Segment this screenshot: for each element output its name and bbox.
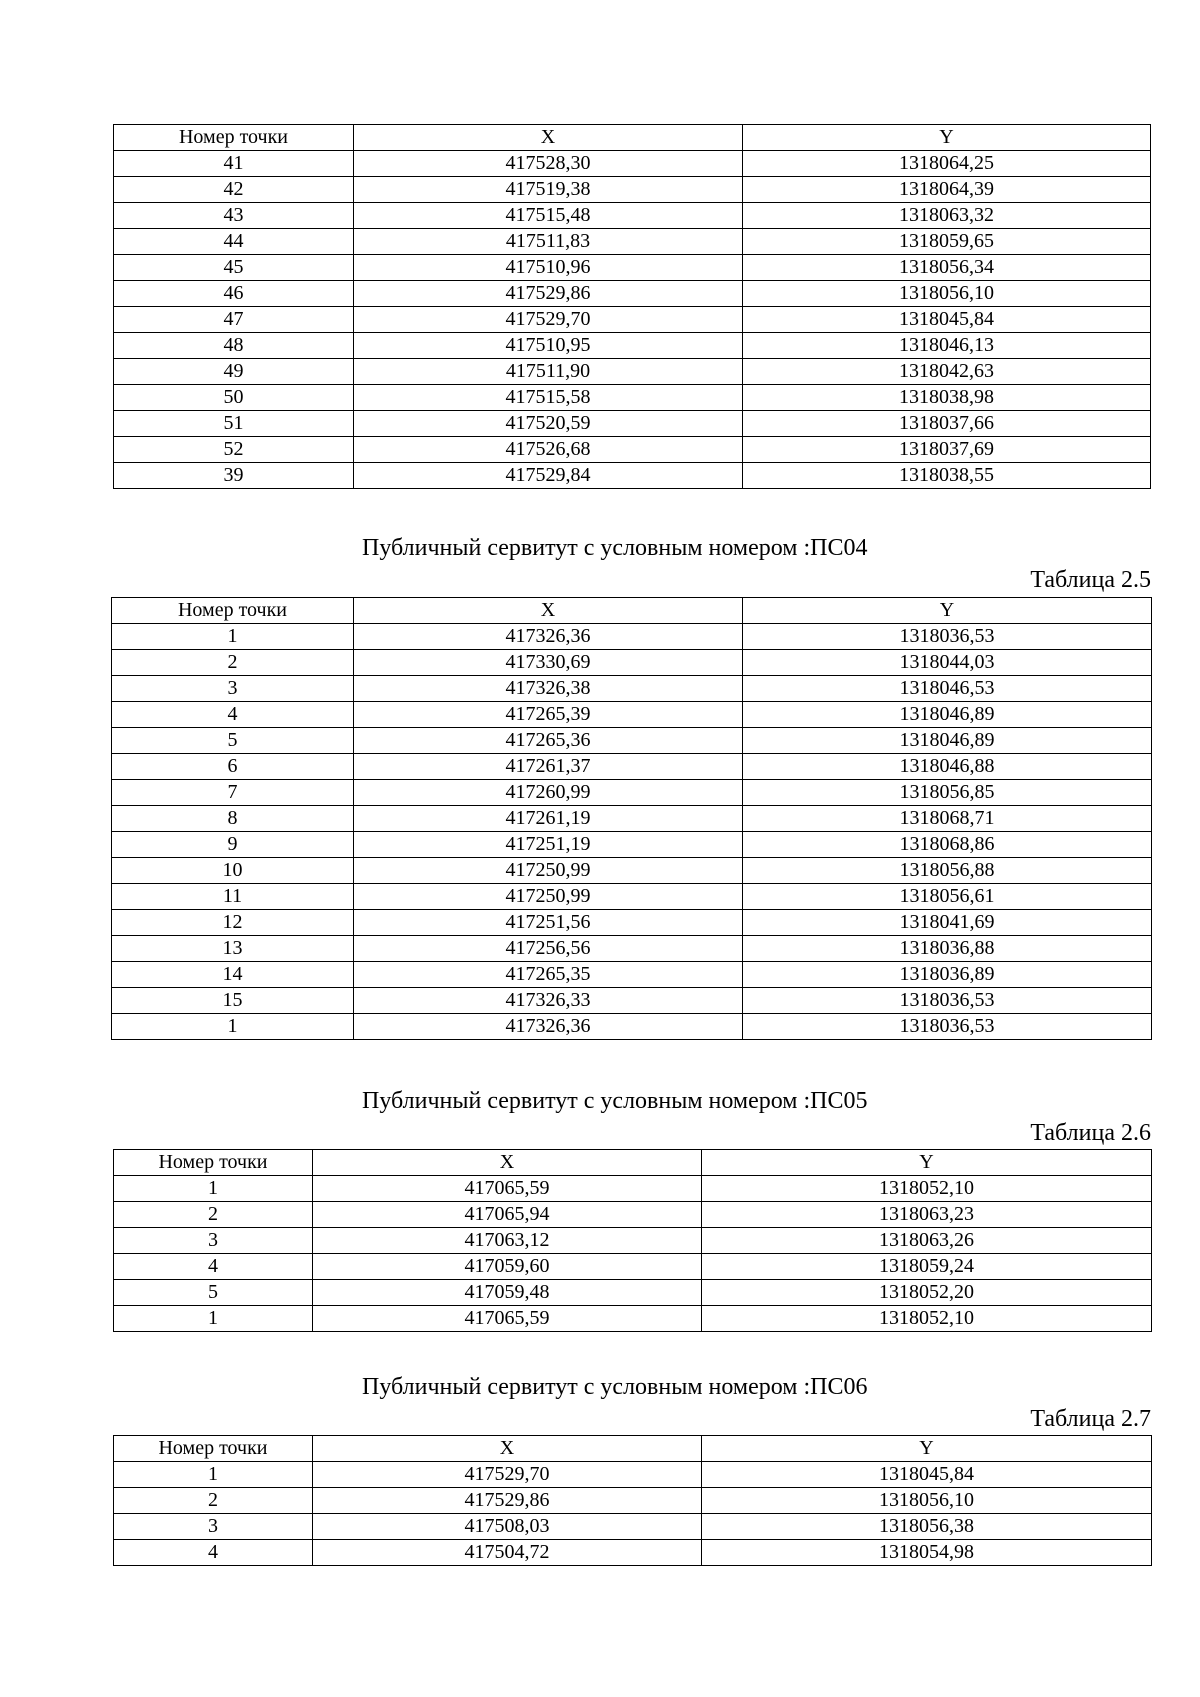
point-number-cell: 39 bbox=[114, 463, 354, 489]
y-coordinate-cell: 1318046,53 bbox=[743, 676, 1152, 702]
point-number-cell: 12 bbox=[112, 910, 354, 936]
column-header-point-number: Номер точки bbox=[114, 1150, 313, 1176]
x-coordinate-cell: 417511,83 bbox=[354, 229, 743, 255]
point-number-cell: 15 bbox=[112, 988, 354, 1014]
point-number-cell: 11 bbox=[112, 884, 354, 910]
column-header-x: X bbox=[313, 1150, 702, 1176]
x-coordinate-cell: 417260,99 bbox=[354, 780, 743, 806]
coordinates-table-continued bbox=[113, 124, 1151, 489]
table-row bbox=[114, 1280, 1152, 1306]
y-coordinate-cell: 1318063,32 bbox=[743, 203, 1151, 229]
x-coordinate-cell: 417261,37 bbox=[354, 754, 743, 780]
x-coordinate-cell: 417265,39 bbox=[354, 702, 743, 728]
column-header-x: X bbox=[354, 125, 743, 151]
y-coordinate-cell: 1318046,89 bbox=[743, 702, 1152, 728]
table-row bbox=[114, 1462, 1152, 1488]
point-number-cell: 4 bbox=[114, 1540, 313, 1566]
x-coordinate-cell: 417508,03 bbox=[313, 1514, 702, 1540]
x-coordinate-cell: 417519,38 bbox=[354, 177, 743, 203]
point-number-cell: 2 bbox=[112, 650, 354, 676]
y-coordinate-cell: 1318054,98 bbox=[702, 1540, 1152, 1566]
x-coordinate-cell: 417326,36 bbox=[354, 624, 743, 650]
column-header-point-number: Номер точки bbox=[114, 1436, 313, 1462]
table-row bbox=[114, 1306, 1152, 1332]
table-row bbox=[114, 437, 1151, 463]
point-number-cell: 1 bbox=[112, 1014, 354, 1040]
table-row bbox=[114, 333, 1151, 359]
table-row bbox=[112, 832, 1152, 858]
table-row bbox=[114, 1540, 1152, 1566]
x-coordinate-cell: 417529,84 bbox=[354, 463, 743, 489]
x-coordinate-cell: 417065,94 bbox=[313, 1202, 702, 1228]
x-coordinate-cell: 417256,56 bbox=[354, 936, 743, 962]
x-coordinate-cell: 417326,33 bbox=[354, 988, 743, 1014]
point-number-cell: 3 bbox=[112, 676, 354, 702]
point-number-cell: 5 bbox=[114, 1280, 313, 1306]
section-heading-pc05: Публичный сервитут с условным номером :ПС05 bbox=[362, 1088, 868, 1114]
x-coordinate-cell: 417265,35 bbox=[354, 962, 743, 988]
point-number-cell: 10 bbox=[112, 858, 354, 884]
table-row bbox=[112, 624, 1152, 650]
x-coordinate-cell: 417261,19 bbox=[354, 806, 743, 832]
x-coordinate-cell: 417326,38 bbox=[354, 676, 743, 702]
table-row bbox=[114, 255, 1151, 281]
point-number-cell: 1 bbox=[114, 1176, 313, 1202]
table-row bbox=[114, 1514, 1152, 1540]
x-coordinate-cell: 417515,48 bbox=[354, 203, 743, 229]
y-coordinate-cell: 1318052,10 bbox=[702, 1306, 1152, 1332]
column-header-x: X bbox=[313, 1436, 702, 1462]
x-coordinate-cell: 417526,68 bbox=[354, 437, 743, 463]
x-coordinate-cell: 417529,70 bbox=[354, 307, 743, 333]
y-coordinate-cell: 1318052,20 bbox=[702, 1280, 1152, 1306]
x-coordinate-cell: 417059,60 bbox=[313, 1254, 702, 1280]
y-coordinate-cell: 1318046,88 bbox=[743, 754, 1152, 780]
y-coordinate-cell: 1318037,66 bbox=[743, 411, 1151, 437]
point-number-cell: 8 bbox=[112, 806, 354, 832]
section-heading-pc06: Публичный сервитут с условным номером :ПС06 bbox=[362, 1374, 868, 1400]
point-number-cell: 1 bbox=[114, 1462, 313, 1488]
table-row bbox=[112, 754, 1152, 780]
column-header-point-number: Номер точки bbox=[114, 125, 354, 151]
y-coordinate-cell: 1318037,69 bbox=[743, 437, 1151, 463]
table-row bbox=[114, 1202, 1152, 1228]
x-coordinate-cell: 417326,36 bbox=[354, 1014, 743, 1040]
table-row bbox=[114, 1254, 1152, 1280]
table-row bbox=[114, 1228, 1152, 1254]
y-coordinate-cell: 1318068,71 bbox=[743, 806, 1152, 832]
y-coordinate-cell: 1318045,84 bbox=[743, 307, 1151, 333]
y-coordinate-cell: 1318036,53 bbox=[743, 624, 1152, 650]
table-row bbox=[112, 676, 1152, 702]
point-number-cell: 1 bbox=[112, 624, 354, 650]
x-coordinate-cell: 417515,58 bbox=[354, 385, 743, 411]
point-number-cell: 52 bbox=[114, 437, 354, 463]
point-number-cell: 5 bbox=[112, 728, 354, 754]
point-number-cell: 7 bbox=[112, 780, 354, 806]
coordinates-table-pc05 bbox=[113, 1149, 1152, 1332]
y-coordinate-cell: 1318052,10 bbox=[702, 1176, 1152, 1202]
column-header-y: Y bbox=[743, 598, 1152, 624]
table-row bbox=[112, 650, 1152, 676]
table-row bbox=[114, 1176, 1152, 1202]
y-coordinate-cell: 1318036,88 bbox=[743, 936, 1152, 962]
table-label-2-5: Таблица 2.5 bbox=[1030, 567, 1151, 593]
y-coordinate-cell: 1318056,61 bbox=[743, 884, 1152, 910]
x-coordinate-cell: 417250,99 bbox=[354, 884, 743, 910]
x-coordinate-cell: 417510,95 bbox=[354, 333, 743, 359]
table-row bbox=[114, 1488, 1152, 1514]
point-number-cell: 41 bbox=[114, 151, 354, 177]
point-number-cell: 47 bbox=[114, 307, 354, 333]
y-coordinate-cell: 1318056,34 bbox=[743, 255, 1151, 281]
x-coordinate-cell: 417330,69 bbox=[354, 650, 743, 676]
y-coordinate-cell: 1318056,38 bbox=[702, 1514, 1152, 1540]
y-coordinate-cell: 1318045,84 bbox=[702, 1462, 1152, 1488]
x-coordinate-cell: 417529,70 bbox=[313, 1462, 702, 1488]
y-coordinate-cell: 1318046,89 bbox=[743, 728, 1152, 754]
y-coordinate-cell: 1318059,65 bbox=[743, 229, 1151, 255]
y-coordinate-cell: 1318036,89 bbox=[743, 962, 1152, 988]
y-coordinate-cell: 1318063,26 bbox=[702, 1228, 1152, 1254]
table-row bbox=[112, 858, 1152, 884]
table-label-2-6: Таблица 2.6 bbox=[1030, 1120, 1151, 1146]
column-header-y: Y bbox=[702, 1150, 1152, 1176]
column-header-y: Y bbox=[743, 125, 1151, 151]
point-number-cell: 2 bbox=[114, 1202, 313, 1228]
y-coordinate-cell: 1318056,10 bbox=[743, 281, 1151, 307]
table-row bbox=[112, 988, 1152, 1014]
table-row bbox=[112, 806, 1152, 832]
point-number-cell: 2 bbox=[114, 1488, 313, 1514]
x-coordinate-cell: 417528,30 bbox=[354, 151, 743, 177]
point-number-cell: 43 bbox=[114, 203, 354, 229]
y-coordinate-cell: 1318063,23 bbox=[702, 1202, 1152, 1228]
column-header-y: Y bbox=[702, 1436, 1152, 1462]
table-header-row bbox=[114, 1150, 1152, 1176]
x-coordinate-cell: 417504,72 bbox=[313, 1540, 702, 1566]
table-header-row bbox=[114, 1436, 1152, 1462]
y-coordinate-cell: 1318056,85 bbox=[743, 780, 1152, 806]
x-coordinate-cell: 417065,59 bbox=[313, 1176, 702, 1202]
x-coordinate-cell: 417511,90 bbox=[354, 359, 743, 385]
point-number-cell: 44 bbox=[114, 229, 354, 255]
point-number-cell: 3 bbox=[114, 1228, 313, 1254]
x-coordinate-cell: 417251,19 bbox=[354, 832, 743, 858]
y-coordinate-cell: 1318038,55 bbox=[743, 463, 1151, 489]
y-coordinate-cell: 1318059,24 bbox=[702, 1254, 1152, 1280]
point-number-cell: 14 bbox=[112, 962, 354, 988]
table-row bbox=[114, 151, 1151, 177]
column-header-point-number: Номер точки bbox=[112, 598, 354, 624]
section-heading-pc04: Публичный сервитут с условным номером :ПС04 bbox=[362, 535, 868, 561]
y-coordinate-cell: 1318036,53 bbox=[743, 1014, 1152, 1040]
y-coordinate-cell: 1318041,69 bbox=[743, 910, 1152, 936]
point-number-cell: 45 bbox=[114, 255, 354, 281]
coordinates-table-pc06 bbox=[113, 1435, 1152, 1566]
point-number-cell: 3 bbox=[114, 1514, 313, 1540]
table-row bbox=[114, 463, 1151, 489]
table-row bbox=[112, 884, 1152, 910]
table-row bbox=[112, 936, 1152, 962]
table-row bbox=[114, 359, 1151, 385]
point-number-cell: 4 bbox=[114, 1254, 313, 1280]
table-row bbox=[114, 307, 1151, 333]
point-number-cell: 46 bbox=[114, 281, 354, 307]
point-number-cell: 4 bbox=[112, 702, 354, 728]
table-row bbox=[114, 177, 1151, 203]
table-row bbox=[112, 962, 1152, 988]
table-row bbox=[114, 411, 1151, 437]
point-number-cell: 49 bbox=[114, 359, 354, 385]
table-row bbox=[112, 728, 1152, 754]
x-coordinate-cell: 417265,36 bbox=[354, 728, 743, 754]
x-coordinate-cell: 417063,12 bbox=[313, 1228, 702, 1254]
x-coordinate-cell: 417251,56 bbox=[354, 910, 743, 936]
x-coordinate-cell: 417529,86 bbox=[354, 281, 743, 307]
point-number-cell: 42 bbox=[114, 177, 354, 203]
x-coordinate-cell: 417065,59 bbox=[313, 1306, 702, 1332]
y-coordinate-cell: 1318036,53 bbox=[743, 988, 1152, 1014]
point-number-cell: 1 bbox=[114, 1306, 313, 1332]
y-coordinate-cell: 1318056,88 bbox=[743, 858, 1152, 884]
point-number-cell: 48 bbox=[114, 333, 354, 359]
table-row bbox=[114, 229, 1151, 255]
y-coordinate-cell: 1318042,63 bbox=[743, 359, 1151, 385]
column-header-x: X bbox=[354, 598, 743, 624]
table-row bbox=[112, 1014, 1152, 1040]
table-header-row bbox=[114, 125, 1151, 151]
table-row bbox=[114, 203, 1151, 229]
x-coordinate-cell: 417059,48 bbox=[313, 1280, 702, 1306]
y-coordinate-cell: 1318038,98 bbox=[743, 385, 1151, 411]
y-coordinate-cell: 1318044,03 bbox=[743, 650, 1152, 676]
table-row bbox=[112, 780, 1152, 806]
x-coordinate-cell: 417510,96 bbox=[354, 255, 743, 281]
point-number-cell: 9 bbox=[112, 832, 354, 858]
y-coordinate-cell: 1318064,39 bbox=[743, 177, 1151, 203]
x-coordinate-cell: 417529,86 bbox=[313, 1488, 702, 1514]
y-coordinate-cell: 1318046,13 bbox=[743, 333, 1151, 359]
x-coordinate-cell: 417520,59 bbox=[354, 411, 743, 437]
table-row bbox=[112, 702, 1152, 728]
x-coordinate-cell: 417250,99 bbox=[354, 858, 743, 884]
point-number-cell: 13 bbox=[112, 936, 354, 962]
point-number-cell: 6 bbox=[112, 754, 354, 780]
table-row bbox=[112, 910, 1152, 936]
table-label-2-7: Таблица 2.7 bbox=[1030, 1406, 1151, 1432]
table-header-row bbox=[112, 598, 1152, 624]
table-row bbox=[114, 385, 1151, 411]
point-number-cell: 51 bbox=[114, 411, 354, 437]
y-coordinate-cell: 1318064,25 bbox=[743, 151, 1151, 177]
point-number-cell: 50 bbox=[114, 385, 354, 411]
table-row bbox=[114, 281, 1151, 307]
y-coordinate-cell: 1318068,86 bbox=[743, 832, 1152, 858]
y-coordinate-cell: 1318056,10 bbox=[702, 1488, 1152, 1514]
coordinates-table-pc04 bbox=[111, 597, 1152, 1040]
